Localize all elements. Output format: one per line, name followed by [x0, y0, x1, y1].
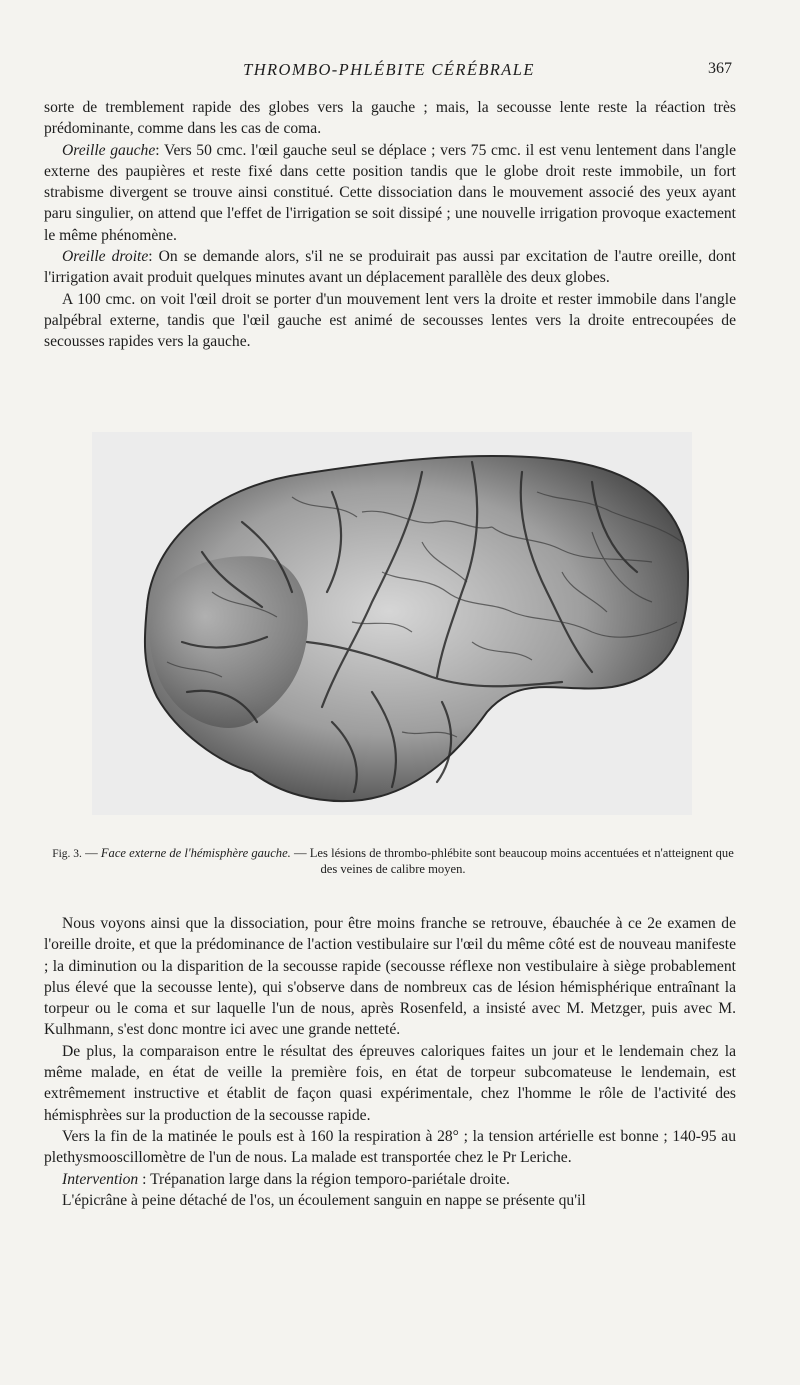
- paragraph-oreille-droite: [44, 246, 736, 289]
- paragraph: De plus, la comparaison entre le résultat des épreuves caloriques faites un jour et le lendemain chez la même malade, en état de veille la première fois, en état de torpeur subcomateuse le lendemain, est extrêmement instructive et établit de façon quasi expérimentale, chez l'homme le rôle de l'activité des hémisphrèes sur la production de la secousse rapide.: [44, 1042, 736, 1124]
- running-title: THROMBO-PHLÉBITE CÉRÉBRALE: [243, 60, 535, 79]
- paragraph-text: : On se demande alors, s'il ne se produirait pas aussi par excitation de l'autre oreille, dont l'irrigation avait produit quelques minutes avant un déplacement parallèle des deux globes.: [44, 248, 736, 287]
- paragraph: Vers la fin de la matinée le pouls est à 160 la respiration à 28° ; la tension artérielle est bonne ; 140-95 au plethysmooscillomètre de l'un de nous. La malade est transportée chez le Pr Leriche.: [44, 1127, 736, 1167]
- paragraph: L'épicrâne à peine détaché de l'os, un écoulement sanguin en nappe se présente qu'il: [62, 1191, 586, 1209]
- page-number: 367: [708, 60, 732, 77]
- upper-text-block: [44, 97, 736, 353]
- paragraph: sorte de tremblement rapide des globes vers la gauche ; mais, la secousse lente reste la réaction très prédominante, comme dans les cas de coma.: [44, 99, 736, 138]
- paragraph-label: Oreille droite: [62, 248, 149, 266]
- caption-dash: —: [85, 846, 98, 860]
- paragraph-text: : Vers 50 cmc. l'œil gauche seul se déplace ; vers 75 cmc. il est venu lentement dans l'angle externe des paupières et reste fixé dans cette position tandis que le globe droit reste immobile, un fort strabisme divergent se trouve ainsi constitué. Cette dissociation dans le mouvement associé des yeux ayant paru singulier, on attend que l'effet de l'irrigation se soit dissipé ; une nouvelle irrigation provoque exactement le même phénomène.: [44, 141, 736, 244]
- running-head: [46, 60, 732, 84]
- paragraph-oreille-gauche: [44, 140, 736, 246]
- paragraph: A 100 cmc. on voit l'œil droit se porter d'un mouvement lent vers la droite et rester immobile dans l'angle palpébral externe, tandis que l'œil gauche est animé de secousses lentes vers la droite entrecoupées de secousses rapides vers la gauche.: [44, 290, 736, 351]
- figure-caption: [48, 846, 738, 877]
- paragraph-intervention: [44, 1169, 736, 1190]
- caption-text: — Les lésions de thrombo-phlébite sont beaucoup moins accentuées et n'atteignent que des veines de calibre moyen.: [294, 846, 734, 876]
- brain-photograph: [92, 432, 692, 815]
- brain-hemisphere-illustration: [92, 432, 692, 815]
- caption-title: Face externe de l'hémisphère gauche.: [100, 846, 291, 860]
- lower-text-block: [44, 913, 736, 1211]
- paragraph-label: Intervention: [62, 1170, 139, 1188]
- paragraph: Nous voyons ainsi que la dissociation, pour être moins franche se retrouve, ébauchée à ce 2e examen de l'oreille droite, et que la prédominance de l'action vestibulaire sur l'œil du même côté est de nouveau manifeste ; la diminution ou la disparition de la secousse rapide (secousse réflexe non vestibulaire à siège probablement plus élevé que la secousse lente), qui s'observe dans de nombreux cas de lésion hémisphérique entraînant la torpeur ou le coma et sur laquelle l'un de nous, après Rosenfeld, a insisté avec M. Metzger, puis avec M. Kulhmann, s'est donc montre ici avec une grande netteté.: [44, 915, 736, 1039]
- paragraph-text: : Trépanation large dans la région temporo-pariétale droite.: [142, 1170, 510, 1188]
- caption-number: Fig. 3.: [52, 848, 82, 860]
- paragraph-label: Oreille gauche: [62, 141, 156, 159]
